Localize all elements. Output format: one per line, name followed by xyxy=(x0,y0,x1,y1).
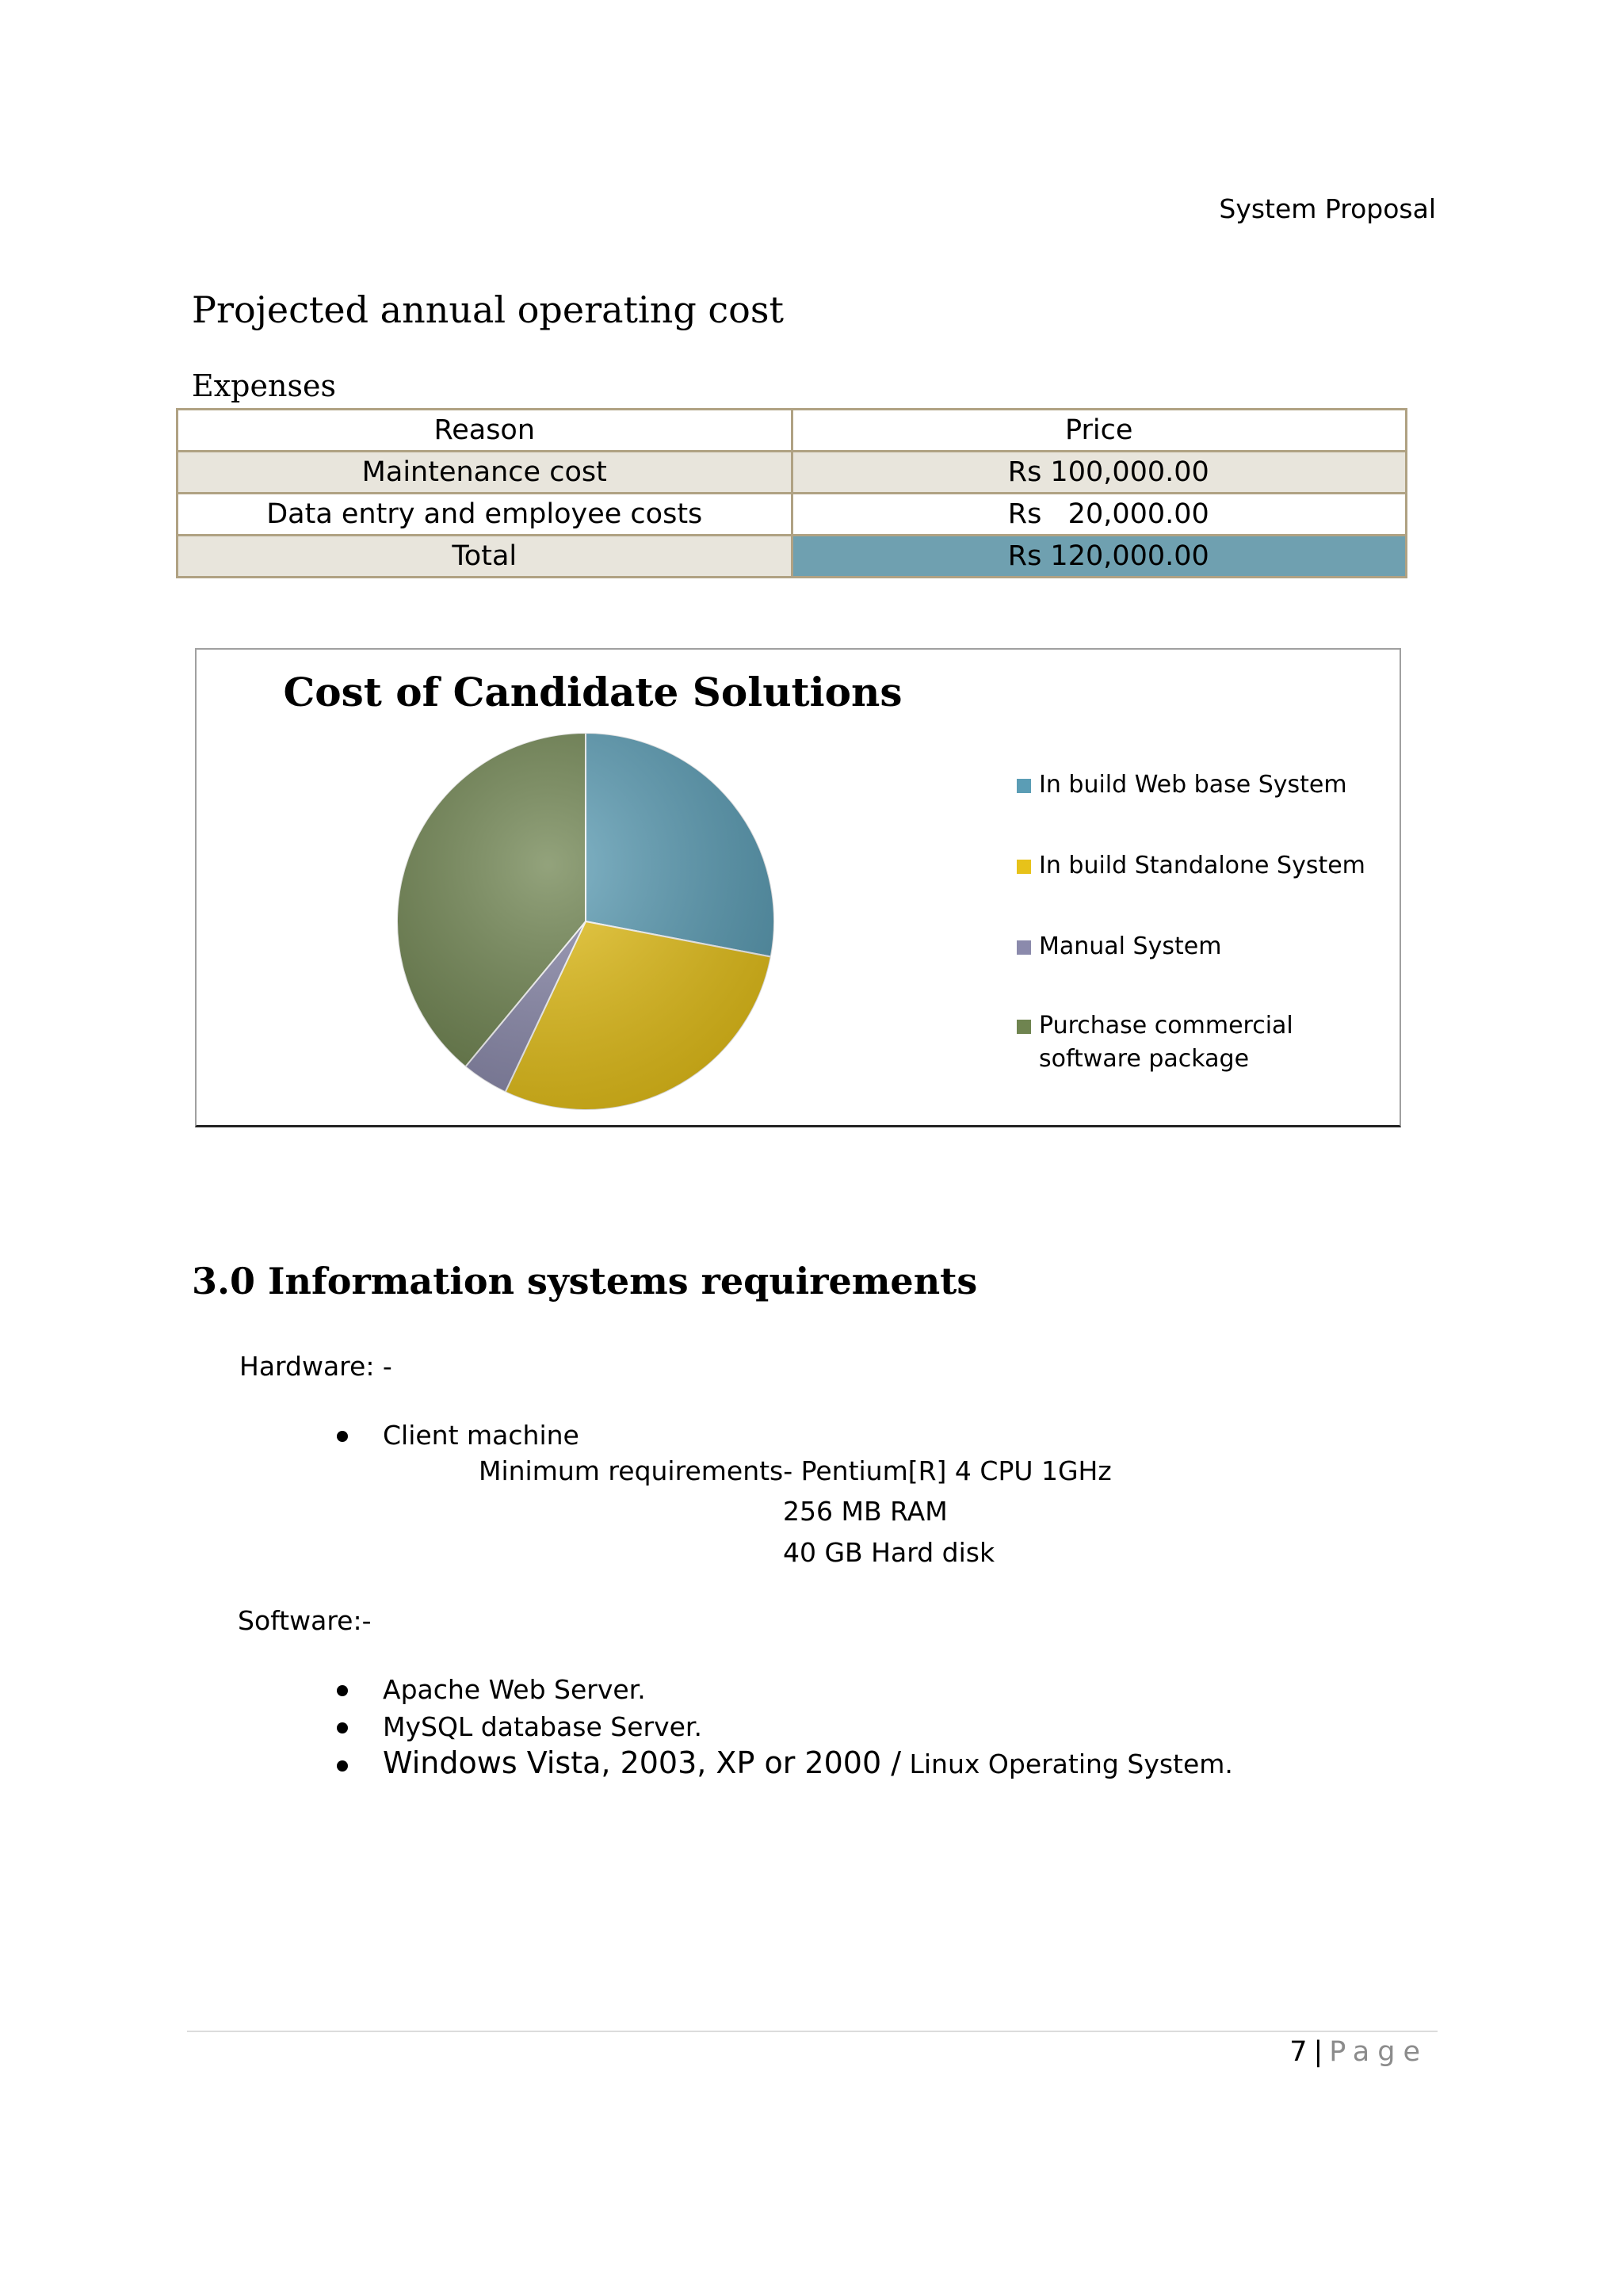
price-cell xyxy=(792,494,1407,536)
table-total-row xyxy=(178,536,1407,578)
expenses-table xyxy=(176,408,1407,578)
bullet-icon xyxy=(337,1722,348,1733)
section-heading: Projected annual operating cost xyxy=(192,288,784,331)
legend-item xyxy=(1017,849,1389,883)
os-linux: Linux Operating System. xyxy=(901,1749,1233,1779)
legend-swatch xyxy=(1017,940,1031,955)
running-header: System Proposal xyxy=(1219,193,1436,224)
pie-slice xyxy=(586,733,774,957)
table-row xyxy=(178,452,1407,494)
reason-cell: Data entry and employee costs xyxy=(178,494,792,536)
legend-label: Purchase commercial software package xyxy=(1039,1012,1293,1073)
page-word: Page xyxy=(1329,2036,1428,2068)
software-item: Apache Web Server. xyxy=(383,1674,646,1705)
bullet-icon xyxy=(337,1685,348,1696)
legend-item xyxy=(1017,1009,1389,1076)
legend-item xyxy=(1017,769,1389,802)
legend-label: In build Web base System xyxy=(1039,771,1347,799)
price-value: Rs 20,000.00 xyxy=(1007,498,1209,530)
price-value: Rs 100,000.00 xyxy=(1007,456,1209,488)
pie-chart xyxy=(195,648,1401,1127)
hardware-item: Client machine xyxy=(383,1420,579,1451)
bullet-icon xyxy=(337,1431,348,1442)
os-list: Windows Vista, 2003, XP or 2000 / xyxy=(383,1745,901,1780)
legend-label: Manual System xyxy=(1039,933,1222,960)
table-header-row xyxy=(178,410,1407,452)
hardware-label: Hardware: - xyxy=(239,1351,392,1382)
legend-swatch xyxy=(1017,779,1031,793)
table-row xyxy=(178,494,1407,536)
requirements-heading: 3.0 Information systems requirements xyxy=(192,1260,978,1302)
column-header-price: Price xyxy=(792,410,1407,452)
total-price-value: Rs 120,000.00 xyxy=(1007,540,1209,572)
legend-swatch xyxy=(1017,1020,1031,1034)
spec-line: 40 GB Hard disk xyxy=(783,1537,995,1568)
legend-label: In build Standalone System xyxy=(1039,852,1365,879)
software-item xyxy=(383,1745,1233,1780)
software-label: Software:- xyxy=(238,1605,372,1636)
chart-title: Cost of Candidate Solutions xyxy=(283,669,903,715)
total-label-cell: Total xyxy=(178,536,792,578)
bullet-icon xyxy=(337,1760,348,1772)
pie-plot xyxy=(391,727,780,1116)
price-cell xyxy=(792,452,1407,494)
page-footer xyxy=(1289,2036,1428,2068)
table-caption: Expenses xyxy=(192,368,336,403)
legend-swatch xyxy=(1017,860,1031,874)
column-header-reason: Reason xyxy=(178,410,792,452)
reason-cell: Maintenance cost xyxy=(178,452,792,494)
footer-rule xyxy=(187,2031,1438,2032)
spec-line: 256 MB RAM xyxy=(783,1496,948,1527)
total-price-cell xyxy=(792,536,1407,578)
legend-item xyxy=(1017,930,1389,963)
footer-separator: | xyxy=(1313,2036,1323,2068)
page-number: 7 xyxy=(1289,2036,1308,2068)
software-item: MySQL database Server. xyxy=(383,1711,702,1742)
min-requirements: Minimum requirements- Pentium[R] 4 CPU 1GHz xyxy=(479,1455,1112,1486)
